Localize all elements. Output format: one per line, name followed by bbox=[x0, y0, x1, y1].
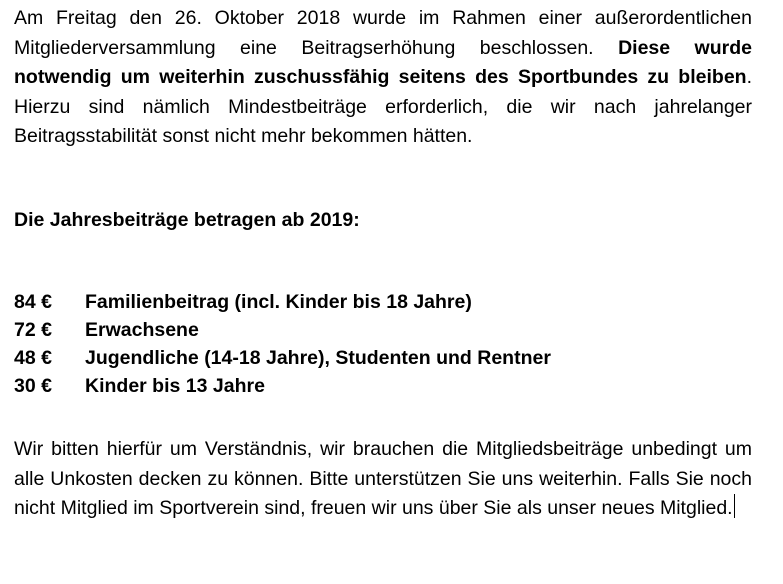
closing-paragraph[interactable] bbox=[14, 435, 752, 524]
fee-label: Jugendliche (14-18 Jahre), Studenten und Rentner bbox=[85, 347, 551, 369]
intro-bold-text: Diese wurde notwendig um weiterhin zuschussfähig seitens des Sportbundes zu bleiben bbox=[14, 36, 752, 88]
intro-text-end: . Hierzu sind nämlich Mindestbeiträge erforderlich, die wir nach jahrelanger Beitragsstabilität sonst nicht mehr bekommen hätten. bbox=[14, 66, 752, 147]
closing-text: Wir bitten hierfür um Verständnis, wir brauchen die Mitgliedsbeiträge unbedingt um alle Unkosten decken zu können. Bitte unterstützen Sie uns weiterhin. Falls Sie noch nicht Mitglied im Sportverein sind, freuen wir uns über Sie als unser neues Mitglied. bbox=[14, 438, 752, 519]
fee-row-adults[interactable] bbox=[14, 316, 551, 344]
fee-row-children[interactable] bbox=[14, 372, 551, 400]
fee-amount: 84 € bbox=[14, 291, 52, 313]
fee-row-youth[interactable] bbox=[14, 344, 551, 372]
intro-text-start: Am Freitag den 26. Oktober 2018 wurde im Rahmen einer außerordentlichen Mitgliederversammlung eine Beitragserhöhung beschlossen. bbox=[14, 7, 752, 59]
fee-row-family[interactable] bbox=[14, 288, 551, 316]
fee-amount: 48 € bbox=[14, 347, 52, 369]
fee-label: Kinder bis 13 Jahre bbox=[85, 375, 265, 397]
fee-label: Familienbeitrag (incl. Kinder bis 18 Jahre) bbox=[85, 291, 472, 313]
text-cursor bbox=[734, 494, 735, 518]
fee-amount: 30 € bbox=[14, 375, 52, 397]
fee-label: Erwachsene bbox=[85, 319, 199, 341]
fees-heading[interactable]: Die Jahresbeiträge betragen ab 2019: bbox=[14, 209, 360, 231]
fee-list bbox=[14, 288, 551, 400]
intro-paragraph[interactable] bbox=[14, 4, 752, 152]
fee-amount: 72 € bbox=[14, 319, 52, 341]
